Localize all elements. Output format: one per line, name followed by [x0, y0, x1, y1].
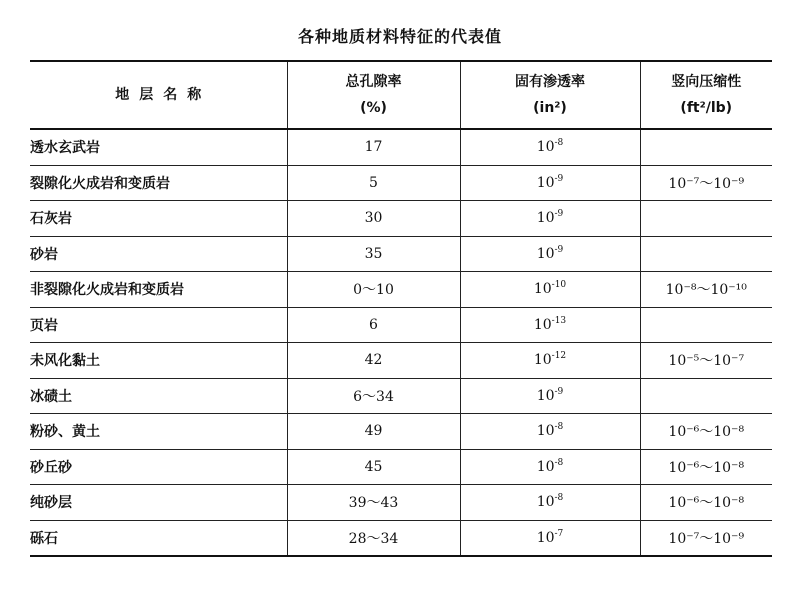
material-name-cell: 石灰岩 — [30, 201, 287, 237]
permeability-exponent: -8 — [554, 422, 564, 433]
porosity-cell: 17 — [287, 129, 460, 165]
permeability-base: 10 — [533, 352, 552, 369]
header-name — [30, 61, 287, 129]
permeability-base: 10 — [536, 210, 555, 227]
compressibility-cell: 10⁻⁸～10⁻¹⁰ — [640, 272, 772, 308]
permeability-exponent: -8 — [554, 457, 564, 468]
table-row — [30, 272, 772, 308]
permeability-exponent: -13 — [551, 315, 567, 326]
table-title: 各种地质材料特征的代表值 — [297, 27, 502, 46]
material-name-cell: 砂丘砂 — [30, 449, 287, 485]
header-name-label: 地层名称 — [115, 87, 212, 103]
permeability-cell — [460, 165, 640, 201]
porosity-cell: 30 — [287, 201, 460, 237]
material-name-cell: 砾石 — [30, 520, 287, 556]
porosity-cell: 5 — [287, 165, 460, 201]
compressibility-cell: 10⁻⁵～10⁻⁷ — [640, 343, 772, 379]
compressibility-cell: 10⁻⁶～10⁻⁸ — [640, 414, 772, 450]
porosity-cell: 45 — [287, 449, 460, 485]
permeability-cell — [460, 343, 640, 379]
material-name-cell: 砂岩 — [30, 236, 287, 272]
permeability-base: 10 — [536, 174, 555, 191]
compressibility-cell: 10⁻⁶～10⁻⁸ — [640, 485, 772, 521]
compressibility-cell: 10⁻⁷～10⁻⁹ — [640, 520, 772, 556]
table-row — [30, 414, 772, 450]
table-row — [30, 520, 772, 556]
permeability-base: 10 — [536, 139, 555, 156]
header-permeability-unit: (in²) — [533, 100, 567, 116]
header-porosity-unit: (%) — [360, 100, 387, 116]
permeability-exponent: -8 — [554, 493, 564, 504]
permeability-cell — [460, 129, 640, 165]
compressibility-cell — [640, 201, 772, 237]
material-name-cell: 页岩 — [30, 307, 287, 343]
permeability-base: 10 — [536, 494, 555, 511]
permeability-base: 10 — [536, 387, 555, 404]
permeability-base: 10 — [536, 423, 555, 440]
porosity-cell: 0～10 — [287, 272, 460, 308]
material-name-cell: 透水玄武岩 — [30, 129, 287, 165]
table-row — [30, 343, 772, 379]
data-table — [30, 60, 772, 557]
permeability-cell — [460, 485, 640, 521]
porosity-cell: 42 — [287, 343, 460, 379]
permeability-exponent: -12 — [551, 351, 567, 362]
header-compressibility-label: 竖向压缩性 — [671, 74, 742, 90]
permeability-base: 10 — [533, 281, 552, 298]
material-name-cell: 非裂隙化火成岩和变质岩 — [30, 272, 287, 308]
permeability-exponent: -9 — [554, 244, 564, 255]
permeability-base: 10 — [536, 529, 555, 546]
compressibility-cell: 10⁻⁷～10⁻⁹ — [640, 165, 772, 201]
permeability-exponent: -10 — [551, 280, 567, 291]
compressibility-cell — [640, 236, 772, 272]
compressibility-cell — [640, 378, 772, 414]
permeability-exponent: -9 — [554, 173, 564, 184]
porosity-cell: 35 — [287, 236, 460, 272]
material-name-cell: 未风化黏土 — [30, 343, 287, 379]
material-name-cell: 粉砂、黄土 — [30, 414, 287, 450]
table-row — [30, 378, 772, 414]
permeability-base: 10 — [536, 245, 555, 262]
material-name-cell: 冰碛土 — [30, 378, 287, 414]
table-row — [30, 165, 772, 201]
compressibility-cell: 10⁻⁶～10⁻⁸ — [640, 449, 772, 485]
header-permeability — [460, 61, 640, 129]
table-row — [30, 307, 772, 343]
table-row — [30, 201, 772, 237]
compressibility-cell — [640, 129, 772, 165]
porosity-cell: 6～34 — [287, 378, 460, 414]
table-row — [30, 485, 772, 521]
material-name-cell: 裂隙化火成岩和变质岩 — [30, 165, 287, 201]
compressibility-cell — [640, 307, 772, 343]
permeability-cell — [460, 449, 640, 485]
header-compressibility-unit: (ft²/lb) — [680, 100, 733, 116]
table-row — [30, 236, 772, 272]
permeability-cell — [460, 520, 640, 556]
header-row — [30, 61, 772, 129]
permeability-cell — [460, 378, 640, 414]
permeability-exponent: -9 — [554, 386, 564, 397]
table-row — [30, 449, 772, 485]
porosity-cell: 39～43 — [287, 485, 460, 521]
header-porosity-label: 总孔隙率 — [345, 74, 402, 90]
permeability-exponent: -8 — [554, 138, 564, 149]
permeability-exponent: -9 — [554, 209, 564, 220]
permeability-base: 10 — [533, 316, 552, 333]
permeability-cell — [460, 201, 640, 237]
header-permeability-label: 固有渗透率 — [515, 74, 585, 90]
porosity-cell: 49 — [287, 414, 460, 450]
permeability-exponent: -7 — [554, 528, 564, 539]
header-compressibility — [640, 61, 772, 129]
permeability-cell — [460, 307, 640, 343]
material-name-cell: 纯砂层 — [30, 485, 287, 521]
table-body — [30, 129, 772, 556]
header-porosity — [287, 61, 460, 129]
permeability-base: 10 — [536, 458, 555, 475]
porosity-cell: 6 — [287, 307, 460, 343]
permeability-cell — [460, 236, 640, 272]
permeability-cell — [460, 414, 640, 450]
permeability-cell — [460, 272, 640, 308]
porosity-cell: 28～34 — [287, 520, 460, 556]
table-row — [30, 129, 772, 165]
